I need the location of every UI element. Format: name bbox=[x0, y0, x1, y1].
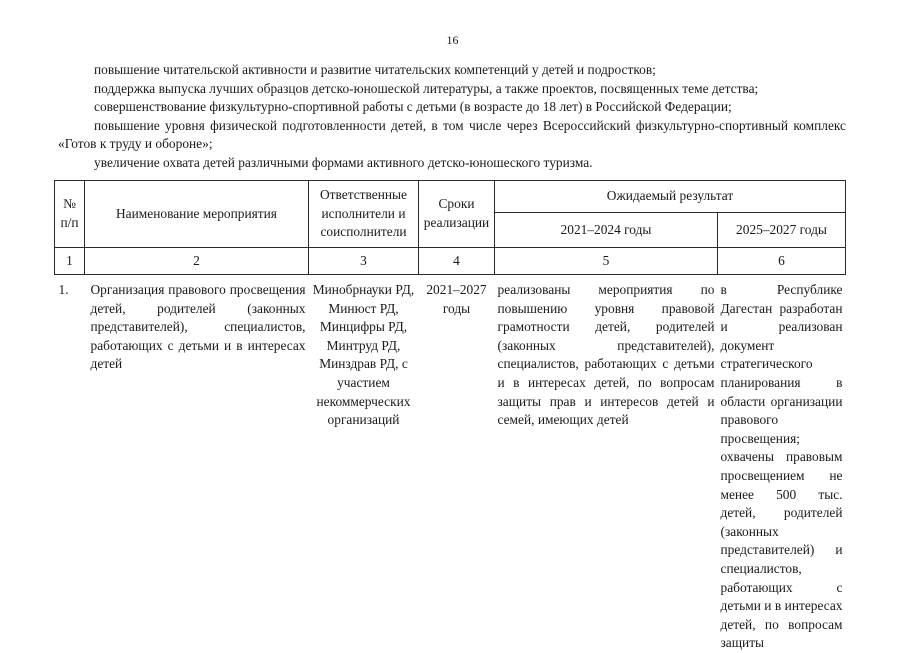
intro-paragraph: совершенствование физкультурно-спортивной работы с детьми (в возрасте до 18 лет) в Российской Федерации; bbox=[94, 99, 732, 115]
event-terms: 2021–2027 годы bbox=[426, 282, 487, 316]
header-period-2025-2027: 2025–2027 годы bbox=[718, 213, 846, 248]
header-executors: Ответственные исполнители и соисполнители bbox=[309, 181, 419, 248]
table-row bbox=[55, 280, 846, 653]
header-num: № п/п bbox=[55, 181, 85, 248]
intro-text bbox=[58, 61, 846, 173]
column-number: 6 bbox=[718, 248, 846, 275]
intro-paragraph: поддержка выпуска лучших образцов детско-юношеской литературы, а также проектов, посвященных теме детства; bbox=[94, 80, 759, 96]
page-number: 16 bbox=[446, 33, 459, 47]
column-number: 4 bbox=[419, 248, 495, 275]
event-name: Организация правового просвещения детей, родителей (законных представителей), специалистов, работающих с детьми и в интересах детей bbox=[90, 282, 306, 372]
column-number: 2 bbox=[85, 248, 309, 275]
header-terms: Сроки реализации bbox=[419, 181, 495, 248]
intro-paragraph: повышение уровня физической подготовленности детей, в том числе через Всероссийский физкультурно-спортивный комплекс «Готов к труду и обороне»; bbox=[58, 117, 846, 152]
events-table bbox=[54, 180, 846, 653]
column-number: 3 bbox=[309, 248, 419, 275]
column-number-row bbox=[55, 248, 846, 275]
result-2025-2027: в Республике Дагестан разработан и реализован документ стратегического планирования в области организации правового просвещения; охвачены правовым просвещением не менее 500 тыс. детей, родителей (законных представителей) и специалистов, работающих с детьми и в интересах детей, по вопросам защиты bbox=[720, 282, 843, 651]
header-expected-result: Ожидаемый результат bbox=[495, 181, 846, 213]
row-number: 1. bbox=[58, 282, 69, 297]
event-executors: Минобрнауки РД, Минюст РД, Минцифры РД, Минтруд РД, Минздрав РД, с участием некоммерческих организаций bbox=[312, 282, 415, 428]
column-number: 1 bbox=[55, 248, 85, 275]
result-2021-2024: реализованы мероприятия по повышению уровня правовой грамотности детей, родителей (законных представителей), специалистов, работающих с детьми и в интересах детей, по вопросам защиты прав и интересов детей и семей, имеющих детей bbox=[497, 282, 715, 428]
header-period-2021-2024: 2021–2024 годы bbox=[495, 213, 718, 248]
header-event-name: Наименование мероприятия bbox=[85, 181, 309, 248]
table-header-row bbox=[55, 181, 846, 213]
intro-paragraph: повышение читательской активности и развитие читательских компетенций у детей и подростков; bbox=[94, 62, 656, 77]
intro-paragraph: увеличение охвата детей различными формами активного детско-юношеского туризма. bbox=[94, 154, 593, 170]
column-number: 5 bbox=[495, 248, 718, 275]
